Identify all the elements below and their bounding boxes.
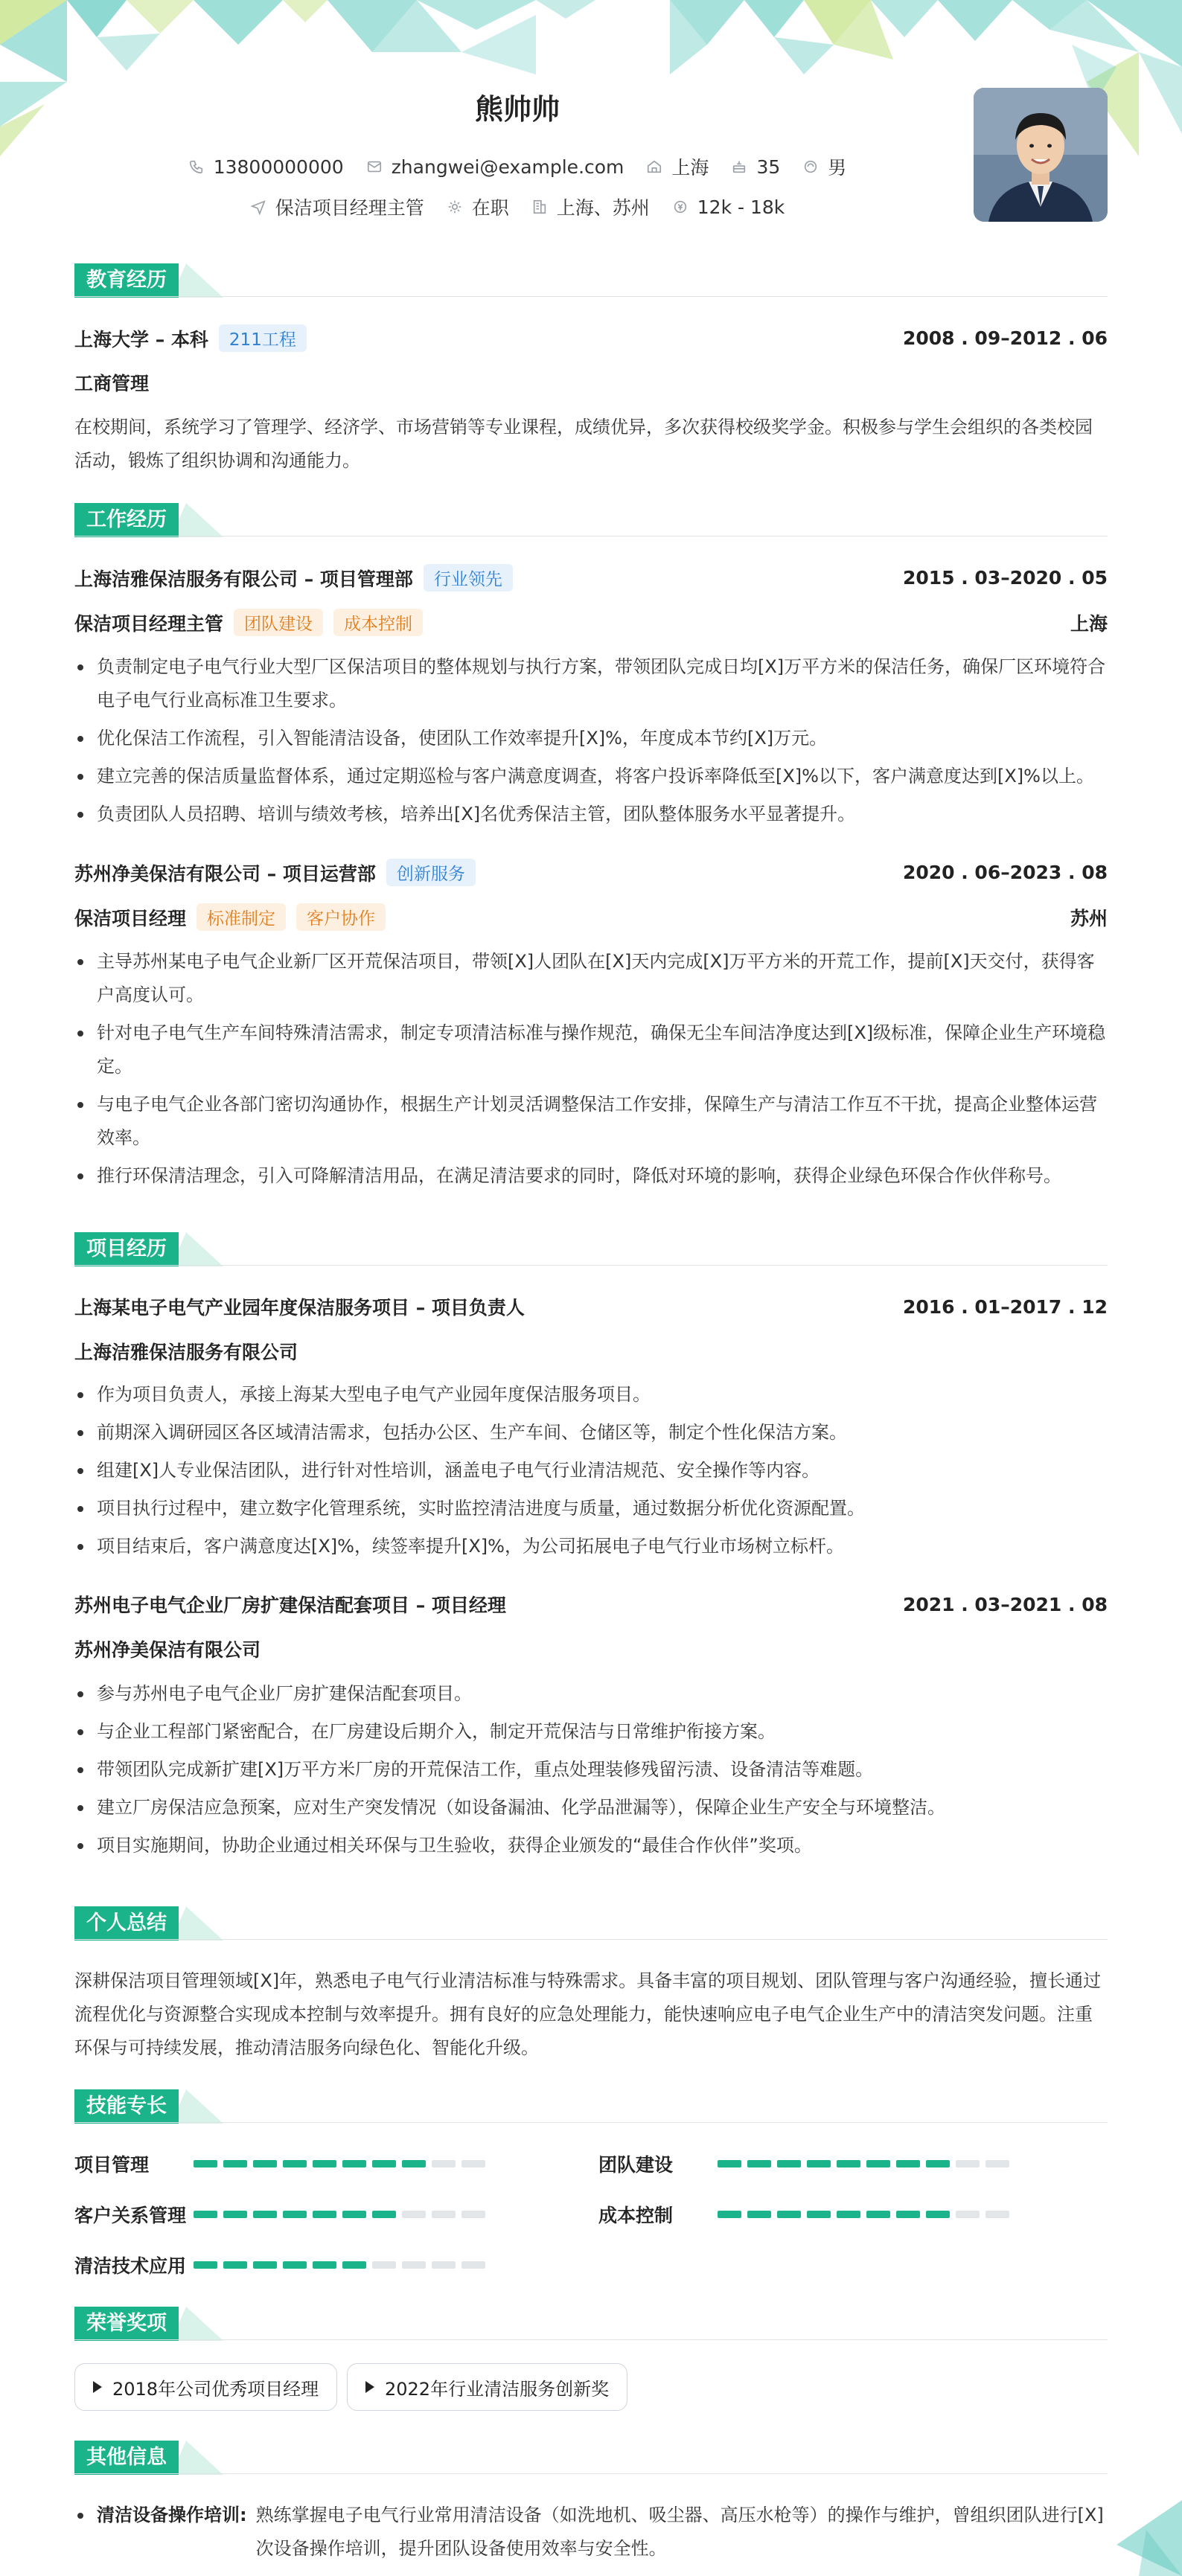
skill-level-bar: [194, 2261, 485, 2269]
email-info: [366, 153, 624, 180]
major-name: 工商管理: [74, 373, 150, 394]
skill-segment-filled: [313, 2160, 336, 2168]
education-header-row: [74, 324, 1108, 352]
phone-value: 13800000000: [213, 156, 344, 178]
education-major-row: [74, 369, 1108, 396]
job-company: 上海洁雅保洁服务有限公司 – 项目管理部: [74, 568, 413, 590]
section-header: [74, 263, 1108, 298]
skill-segment-filled: [747, 2211, 771, 2218]
list-item: 优化保洁工作流程，引入智能清洁设备，使团队工作效率提升[X]%，年度成本节约[X]万元。: [74, 722, 1108, 755]
list-item: 前期深入调研园区各区域清洁需求，包括办公区、生产车间、仓储区等，制定个性化保洁方案。: [74, 1416, 1108, 1449]
list-item: 与企业工程部门紧密配合，在厂房建设后期介入，制定开荒保洁与日常维护衔接方案。: [74, 1715, 1108, 1749]
play-triangle-icon: [365, 2381, 374, 2393]
section-title: 其他信息: [74, 2441, 179, 2475]
project-2-header-row: [74, 1591, 1108, 1618]
summary-text: 深耕保洁项目管理领域[X]年，熟悉电子电气行业清洁标准与特殊需求。具备丰富的项目规划、团队管理与客户沟通经验，擅长通过流程优化与资源整合实现成本控制与效率提升。拥有良好的应急处理能力，能快速响应电子电气企业生产中的清洁突发问题。注重环保与可持续发展，推动清洁服务向绿色化、智能化升级。: [74, 1970, 1102, 2058]
skill-item: [74, 2150, 485, 2177]
skill-segment-empty: [985, 2211, 1009, 2218]
section-divider: [74, 1265, 1108, 1266]
project-2-bullets: [74, 1677, 1108, 1867]
skill-segment-empty: [372, 2261, 396, 2269]
section-header: [74, 2307, 1108, 2341]
list-item: 项目结束后，客户满意度达[X]%，续签率提升[X]%，为公司拓展电子电气行业市场树立标杆。: [74, 1530, 1108, 1563]
skill-name: 项目管理: [74, 2154, 150, 2176]
skill-segment-filled: [253, 2261, 277, 2269]
job-role: 保洁项目经理: [74, 907, 187, 929]
job-location: 苏州: [1070, 907, 1108, 929]
section-title: 个人总结: [74, 1906, 179, 1941]
skill-segment-filled: [342, 2160, 366, 2168]
target-city-value: 上海、苏州: [556, 197, 650, 219]
education-section: [74, 263, 1108, 298]
job-2-header-row: [74, 859, 1108, 886]
job-2-bullets: [74, 945, 1108, 1197]
school-tag: 211工程: [219, 324, 307, 352]
project-date: 2016 . 01–2017 . 12: [902, 1295, 1108, 1318]
salary-info: [672, 193, 785, 220]
section-title: 技能专长: [74, 2089, 179, 2124]
home-icon: [646, 158, 662, 175]
job-location: 上海: [1070, 612, 1108, 635]
skill-name: 清洁技术应用: [74, 2255, 187, 2277]
list-item: 作为项目负责人，承接上海某大型电子电气产业园年度保洁服务项目。: [74, 1378, 1108, 1412]
section-divider: [74, 296, 1108, 297]
section-title: 工作经历: [74, 503, 179, 537]
list-item: 负责团队人员招聘、培训与绩效考核，培养出[X]名优秀保洁主管，团队整体服务水平显著提升。: [74, 798, 1108, 831]
skill-segment-filled: [313, 2211, 336, 2218]
section-header: [74, 1906, 1108, 1941]
skill-segment-filled: [718, 2160, 741, 2168]
section-header: [74, 503, 1108, 537]
section-divider: [74, 2122, 1108, 2123]
skill-level-bar: [194, 2160, 485, 2168]
cake-icon: [731, 158, 747, 175]
salary-value: 12k - 18k: [697, 196, 785, 218]
list-item: 组建[X]人专业保洁团队，进行针对性培训，涵盖电子电气行业清洁规范、安全操作等内容。: [74, 1454, 1108, 1487]
job-company: 苏州净美保洁有限公司 – 项目运营部: [74, 862, 376, 885]
skill-segment-empty: [956, 2160, 980, 2168]
skill-name: 客户关系管理: [74, 2205, 187, 2226]
project-2-org-row: [74, 1635, 1108, 1662]
award-badge: [347, 2363, 627, 2411]
job-1-role-row: [74, 609, 1108, 636]
skill-level-bar: [194, 2211, 485, 2218]
project-1-bullets: [74, 1378, 1108, 1568]
role-tag: 成本控制: [333, 609, 423, 636]
mail-icon: [366, 158, 383, 175]
skill-segment-empty: [461, 2160, 485, 2168]
skill-level-bar: [718, 2160, 1009, 2168]
skill-item: [74, 2252, 485, 2278]
skill-name: 团队建设: [598, 2154, 674, 2176]
other-section: [74, 2441, 1108, 2475]
skill-segment-filled: [253, 2160, 277, 2168]
projects-section: [74, 1232, 1108, 1266]
skill-segment-filled: [283, 2261, 307, 2269]
skill-item: [598, 2201, 1009, 2228]
company-tag: 创新服务: [386, 859, 476, 886]
list-item: 建立厂房保洁应急预案，应对生产突发情况（如设备漏油、化学品泄漏等），保障企业生产安全与环境整洁。: [74, 1791, 1108, 1824]
skill-segment-filled: [194, 2211, 217, 2218]
skill-segment-filled: [283, 2211, 307, 2218]
skill-segment-filled: [194, 2261, 217, 2269]
age-info: [731, 153, 780, 180]
skill-segment-filled: [253, 2211, 277, 2218]
role-tag: 标准制定: [197, 903, 286, 931]
project-date: 2021 . 03–2021 . 08: [902, 1593, 1108, 1615]
skill-segment-filled: [342, 2261, 366, 2269]
job-role: 保洁项目经理主管: [74, 612, 224, 635]
project-name: 苏州电子电气企业厂房扩建保洁配套项目 – 项目经理: [74, 1595, 506, 1616]
list-item: 负责制定电子电气行业大型厂区保洁项目的整体规划与执行方案，带领团队完成日均[X]万平方米的保洁任务，确保厂区环境符合电子电气行业高标准卫生要求。: [74, 650, 1108, 717]
email-value: zhangwei@example.com: [391, 156, 624, 178]
skill-segment-filled: [777, 2160, 801, 2168]
skill-item: [598, 2150, 1009, 2177]
list-item: 推行环保清洁理念，引入可降解清洁用品，在满足清洁要求的同时，降低对环境的影响，获得企业绿色环保合作伙伴称号。: [74, 1159, 1108, 1193]
building-icon: [531, 199, 548, 215]
avatar-photo: [974, 88, 1108, 222]
skill-segment-empty: [461, 2261, 485, 2269]
contact-info-row: [74, 153, 960, 180]
list-item: 参与苏州电子电气企业厂房扩建保洁配套项目。: [74, 1677, 1108, 1711]
skill-segment-filled: [223, 2261, 247, 2269]
target-city-info: [531, 193, 650, 220]
phone-info: [188, 153, 344, 180]
skill-segment-empty: [985, 2160, 1009, 2168]
job-info-row: [74, 193, 960, 220]
list-item: 项目实施期间，协助企业通过相关环保与卫生验收，获得企业颁发的“最佳合作伙伴”奖项。: [74, 1829, 1108, 1862]
skill-name: 成本控制: [598, 2205, 674, 2226]
money-icon: [672, 199, 689, 215]
section-title: 项目经历: [74, 1232, 179, 1266]
skill-segment-filled: [926, 2160, 950, 2168]
award-label: 2018年公司优秀项目经理: [112, 2378, 319, 2400]
skill-segment-filled: [372, 2211, 396, 2218]
skill-segment-filled: [807, 2160, 831, 2168]
city-info: [646, 153, 709, 180]
skill-segment-filled: [896, 2211, 920, 2218]
skill-segment-empty: [432, 2160, 456, 2168]
section-header: [74, 1232, 1108, 1266]
skill-segment-filled: [223, 2160, 247, 2168]
project-name: 上海某电子电气产业园年度保洁服务项目 – 项目负责人: [74, 1297, 525, 1319]
award-badge: [74, 2363, 337, 2411]
list-item: 项目执行过程中，建立数字化管理系统，实时监控清洁进度与质量，通过数据分析优化资源配置。: [74, 1492, 1108, 1525]
education-description: 在校期间，系统学习了管理学、经济学、市场营销等专业课程，成绩优异，多次获得校级奖学金。积极参与学生会组织的各类校园活动，锻炼了组织协调和沟通能力。: [74, 417, 1093, 471]
job-date: 2015 . 03–2020 . 05: [902, 567, 1108, 589]
city-value: 上海: [671, 157, 709, 179]
position-info: [250, 193, 424, 220]
project-org: 上海洁雅保洁服务有限公司: [74, 1342, 298, 1363]
section-title: 教育经历: [74, 263, 179, 298]
education-date: 2008 . 09–2012 . 06: [902, 327, 1108, 349]
skill-segment-filled: [837, 2211, 860, 2218]
section-title: 荣誉奖项: [74, 2307, 179, 2341]
skill-segment-filled: [194, 2160, 217, 2168]
skill-segment-empty: [432, 2261, 456, 2269]
awards-list: [74, 2363, 1108, 2411]
skill-segment-filled: [866, 2160, 890, 2168]
role-tag: 团队建设: [234, 609, 323, 636]
section-header: [74, 2089, 1108, 2124]
role-tag: 客户协作: [296, 903, 386, 931]
skill-segment-empty: [402, 2261, 426, 2269]
other-info-label: 清洁设备操作培训:: [97, 2505, 247, 2525]
section-divider: [74, 1939, 1108, 1940]
skill-segment-filled: [342, 2211, 366, 2218]
summary-section: [74, 1906, 1108, 1941]
project-1-header-row: [74, 1293, 1108, 1320]
skill-item: [74, 2201, 485, 2228]
list-item: 主导苏州某电子电气企业新厂区开荒保洁项目，带领[X]人团队在[X]天内完成[X]万平方米的开荒工作，提前[X]天交付，获得客户高度认可。: [74, 945, 1108, 1012]
skill-segment-filled: [807, 2211, 831, 2218]
skill-level-bar: [718, 2211, 1009, 2218]
skill-segment-empty: [956, 2211, 980, 2218]
candidate-name: 熊帅帅: [474, 93, 560, 126]
section-divider: [74, 2473, 1108, 2474]
section-divider: [74, 2339, 1108, 2340]
position-value: 保洁项目经理主管: [275, 197, 424, 219]
job-date: 2020 . 06–2023 . 08: [902, 862, 1108, 883]
play-triangle-icon: [93, 2381, 102, 2393]
job-1-header-row: [74, 564, 1108, 592]
skill-segment-filled: [283, 2160, 307, 2168]
gender-value: 男: [828, 157, 847, 179]
skill-segment-filled: [926, 2211, 950, 2218]
send-icon: [250, 199, 266, 215]
school-name: 上海大学 – 本科: [74, 328, 208, 350]
other-info-item: [74, 2499, 1108, 2566]
list-item: 带领团队完成新扩建[X]万平方米厂房的开荒保洁工作，重点处理装修残留污渍、设备清洁等难题。: [74, 1753, 1108, 1787]
skill-segment-filled: [718, 2211, 741, 2218]
skill-segment-empty: [461, 2211, 485, 2218]
job-1-bullets: [74, 650, 1108, 836]
section-header: [74, 2441, 1108, 2475]
project-org: 苏州净美保洁有限公司: [74, 1639, 261, 1661]
gender-icon: [802, 158, 819, 175]
job-2-role-row: [74, 903, 1108, 931]
age-value: 35: [756, 156, 781, 178]
list-item: 针对电子电气生产车间特殊清洁需求，制定专项清洁标准与操作规范，确保无尘车间洁净度达到[X]级标准，保障企业生产环境稳定。: [74, 1016, 1108, 1083]
skill-segment-empty: [402, 2211, 426, 2218]
skill-segment-filled: [402, 2160, 426, 2168]
status-value: 在职: [471, 197, 509, 219]
company-tag: 行业领先: [424, 564, 513, 592]
skill-segment-filled: [372, 2160, 396, 2168]
gender-info: [802, 153, 846, 180]
skill-segment-filled: [896, 2160, 920, 2168]
list-item: 建立完善的保洁质量监督体系，通过定期巡检与客户满意度调查，将客户投诉率降低至[X]%以下，客户满意度达到[X]%以上。: [74, 760, 1108, 793]
project-1-org-row: [74, 1338, 1108, 1365]
work-section: [74, 503, 1108, 537]
skill-segment-filled: [313, 2261, 336, 2269]
skill-segment-filled: [777, 2211, 801, 2218]
gear-icon: [447, 199, 463, 215]
skill-segment-filled: [223, 2211, 247, 2218]
skill-segment-filled: [747, 2160, 771, 2168]
award-label: 2022年行业清洁服务创新奖: [385, 2378, 610, 2400]
skill-segment-filled: [837, 2160, 860, 2168]
other-info-text: 熟练掌握电子电气行业常用清洁设备（如洗地机、吸尘器、高压水枪等）的操作与维护，曾组织团队进行[X]次设备操作培训，提升团队设备使用效率与安全性。: [255, 2505, 1104, 2559]
list-item: 与电子电气企业各部门密切沟通协作，根据生产计划灵活调整保洁工作安排，保障生产与清洁工作互不干扰，提高企业整体运营效率。: [74, 1088, 1108, 1155]
skills-section: [74, 2089, 1108, 2124]
phone-icon: [188, 158, 205, 175]
awards-section: [74, 2307, 1108, 2341]
status-info: [447, 193, 509, 220]
skill-segment-empty: [432, 2211, 456, 2218]
skill-segment-filled: [866, 2211, 890, 2218]
